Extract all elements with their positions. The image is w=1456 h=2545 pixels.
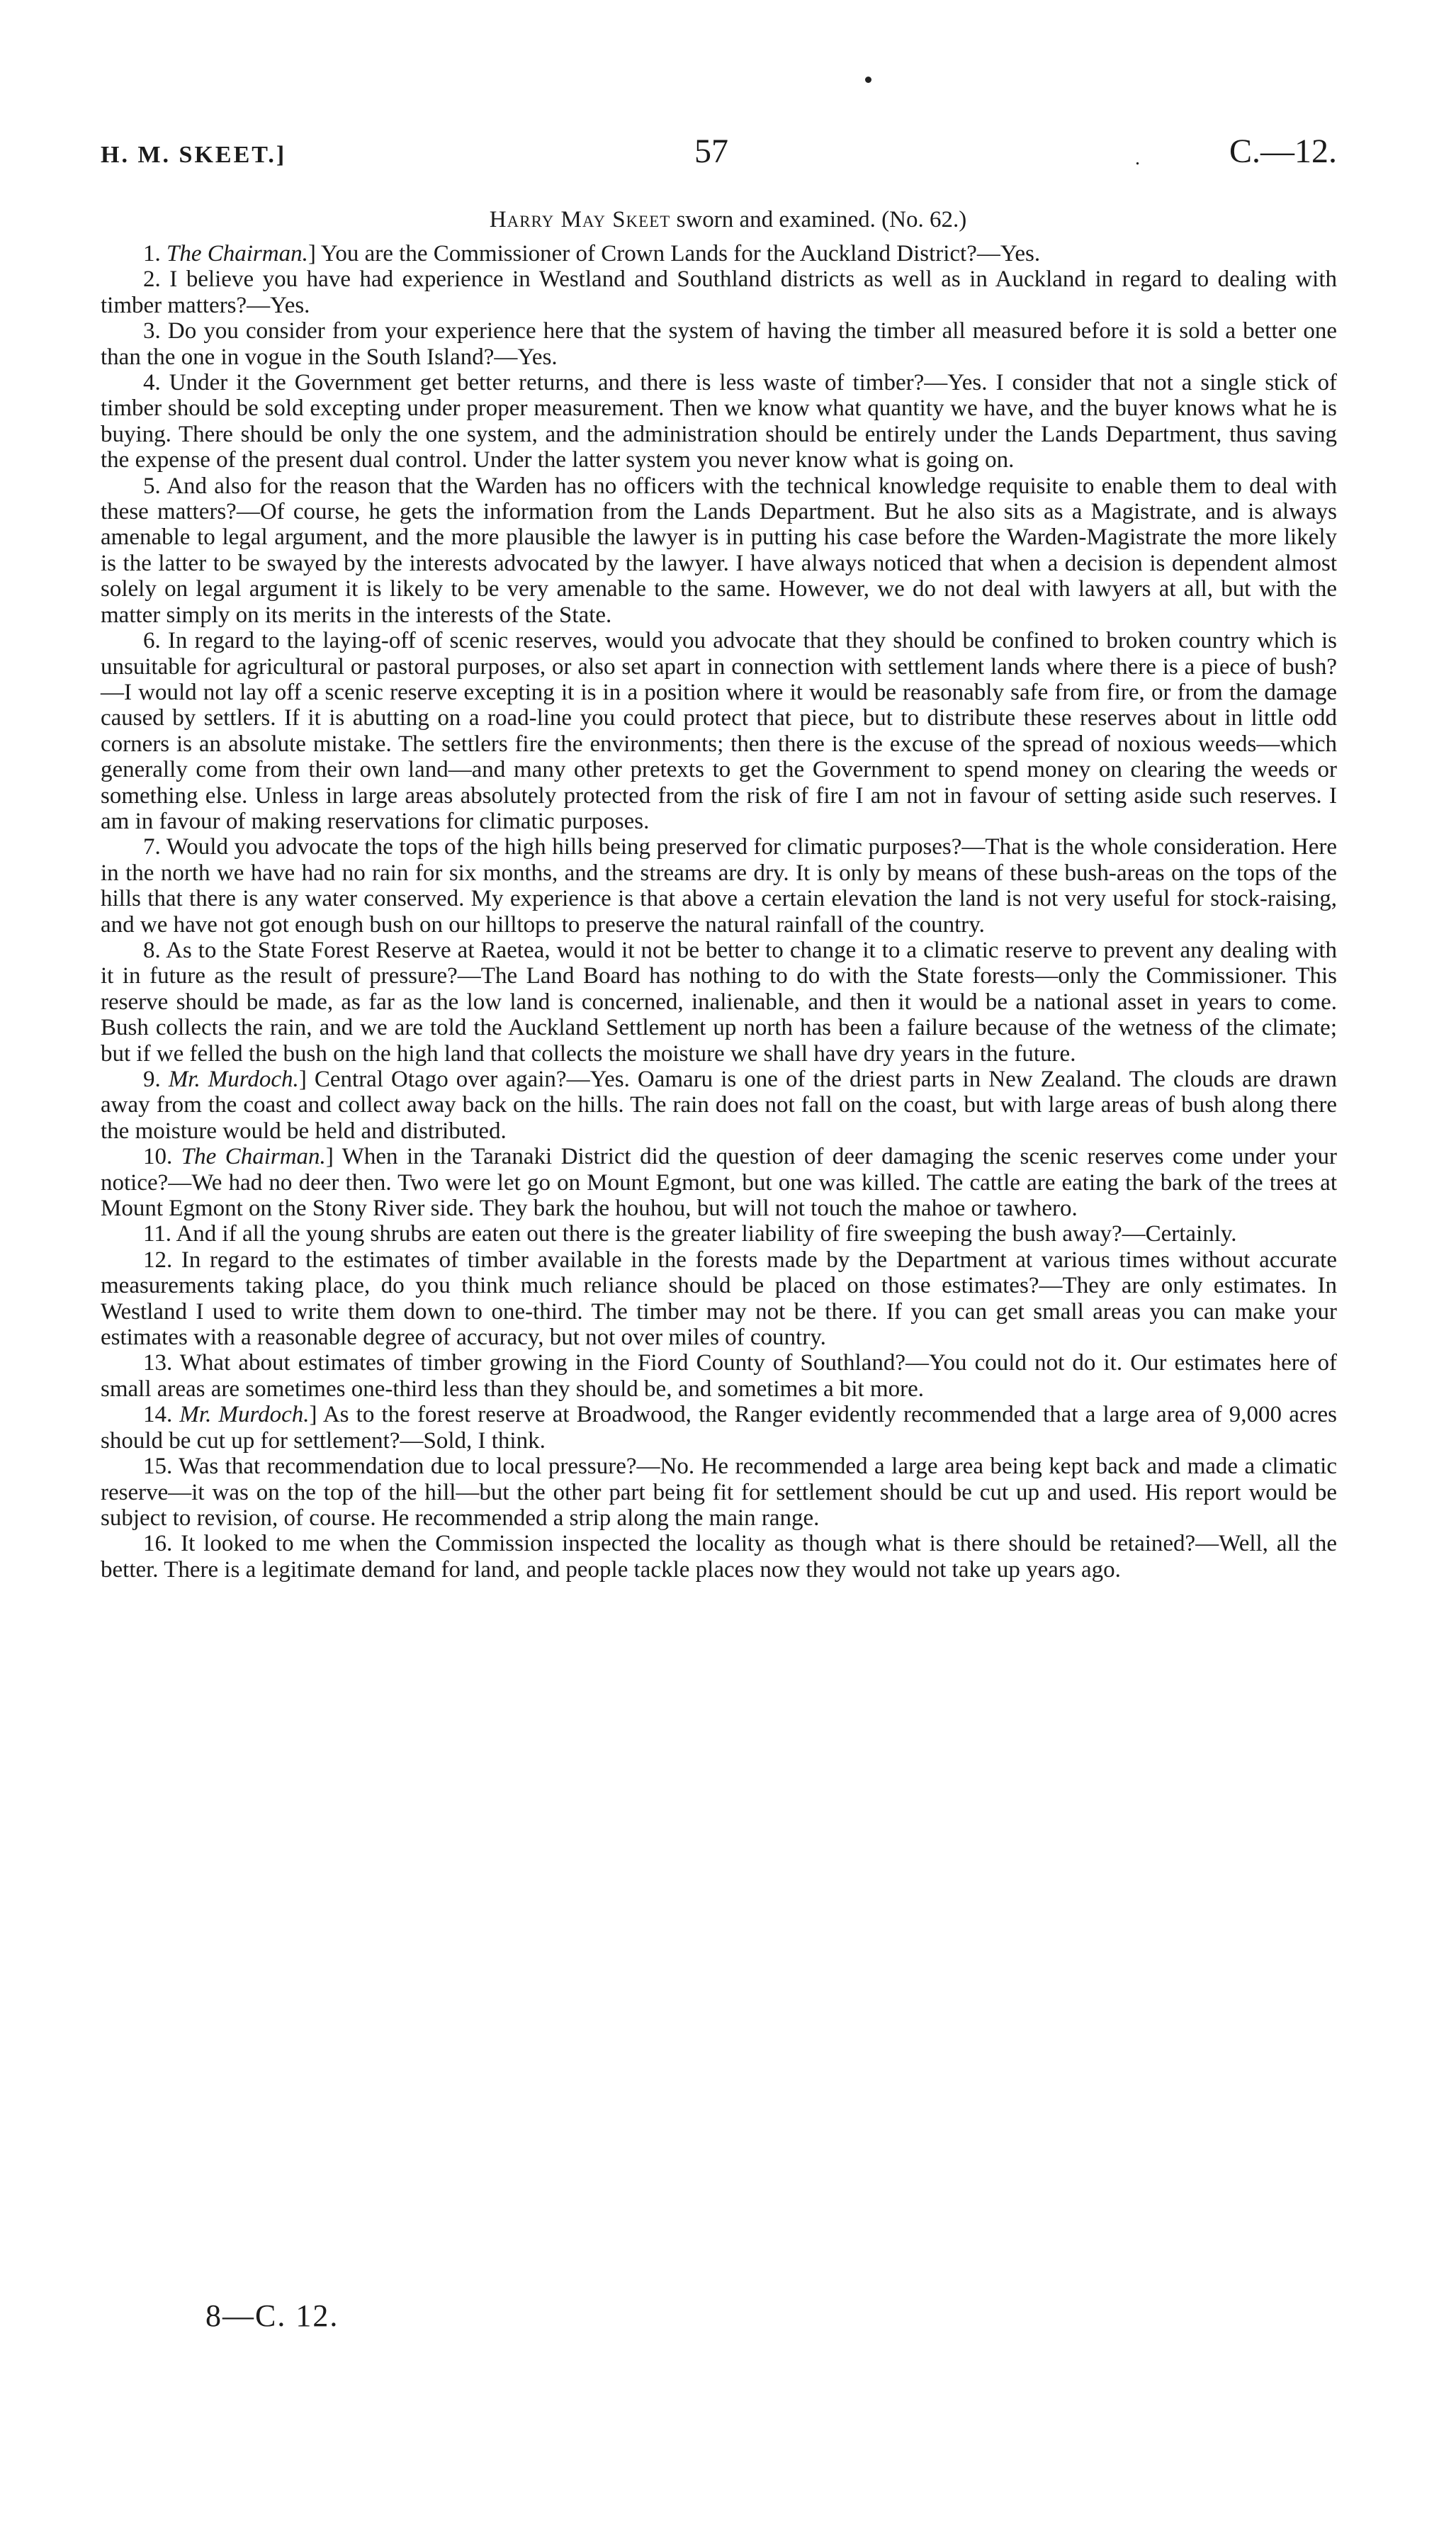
question-number: 12. (143, 1247, 173, 1273)
paper-reference: C.—12. (1229, 133, 1337, 170)
question-number: 6. (143, 628, 161, 654)
testimony-body (101, 241, 1337, 1583)
question-text: ] When in the Taranaki District did the question of deer damaging the scenic reserves come under your notice?—We had no deer then. Two were let go on Mount Egmont, but one was killed. The cattle are eating the bark of the trees at Mount Egmont on the Stony River side. They bark the houhou, but will not touch the mahoe or tawhero. (101, 1144, 1338, 1222)
question-text: In regard to the estimates of timber available in the forests made by the Department at various times without accurate measurements taking place, do you think much reliance should be placed on those estimates?—They are only estimates. In Westland I used to write them down to one-third. The timber may not be there. If you can get small areas you can make your estimates with a reasonable degree of accuracy, but not over miles of country. (101, 1247, 1337, 1351)
question-text: In regard to the laying-off of scenic reserves, would you advocate that they should be confined to broken country which is unsuitable for agricultural or pastoral purposes, or also set apart in connection with settlement lands where there is a piece of bush?—I would not lay off a scenic reserve excepting it is in a position where it would be reasonably safe from fire, or from the damage caused by settlers. If it is abutting on a road-line you could protect that piece, but to distribute these reserves about in little odd corners is an absolute mistake. The settlers fire the environments; then there is the excuse of the spread of noxious weeds—which generally come from their own land—and many other pretexts to get the Government to spend money on clearing the weeds or something else. Unless in large areas absolutely protected from the risk of fire I am not in favour of setting aside such reserves. I am in favour of making reservations for climatic purposes. (101, 628, 1338, 834)
question-number: 13. (143, 1350, 173, 1376)
question-text: Was that recommendation due to local pressure?—No. He recommended a large area being kept back and made a climatic reserve—it was on the top of the hill—but the other part being fit for settlement should be cut up and used. His report would be subject to revision, of course. He recommended a strip along the main range. (101, 1454, 1337, 1531)
question-paragraph (101, 1247, 1337, 1351)
speaker-name: The Chairman. (181, 1144, 326, 1170)
speaker-name: Mr. Murdoch. (179, 1402, 310, 1428)
question-text: I believe you have had experience in Westland and Southland districts as well as in Auckland in regard to dealing with timber matters?—Yes. (101, 266, 1337, 318)
question-text: ] As to the forest reserve at Broadwood, the Ranger evidently recommended that a large area of 9,000 acres should be cut up for settlement?—Sold, I think. (101, 1402, 1337, 1454)
ink-speck (865, 77, 871, 83)
question-paragraph (101, 1350, 1337, 1402)
question-number: 1. (143, 241, 161, 266)
question-number: 11. (143, 1221, 172, 1247)
question-number: 10. (143, 1144, 173, 1170)
question-paragraph (101, 1221, 1337, 1247)
question-text: It looked to me when the Commission inspected the locality as though what is there should be retained?—Well, all the better. There is a legitimate demand for land, and people tackle places now they would not take up years ago. (101, 1531, 1338, 1583)
question-text: Do you consider from your experience here that the system of having the timber all measured before it is sold a better one than the one in vogue in the South Island?—Yes. (101, 318, 1338, 370)
question-number: 7. (143, 834, 161, 860)
question-paragraph (101, 938, 1337, 1067)
question-text: Would you advocate the tops of the high hills being preserved for climatic purposes?—That is the whole consideration. Here in the north we have had no rain for six months, and the streams are dry. It is only by means of these bush-areas on the tops of the hills that there is any water conserved. My experience is that above a certain elevation the land is not very useful for stock-raising, and we have not got enough bush on our hilltops to preserve the natural rainfall of the country. (101, 834, 1337, 938)
question-paragraph (101, 1402, 1337, 1454)
question-number: 3. (143, 318, 161, 344)
question-paragraph (101, 628, 1337, 834)
witness-name: Harry May Skeet (489, 207, 671, 232)
question-text: What about estimates of timber growing in the Fiord County of Southland?—You could not do it. Our estimates here of small areas are sometimes one-third less than they should be, and sometimes a bit more. (101, 1350, 1337, 1402)
header-dot: . (1135, 147, 1140, 169)
section-heading (0, 207, 1456, 233)
question-paragraph (101, 1454, 1337, 1531)
question-number: 5. (143, 473, 161, 499)
heading-rest: sworn and examined. (No. 62.) (670, 207, 967, 232)
question-text: And also for the reason that the Warden has no officers with the technical knowledge requisite to enable them to deal with these matters?—Of course, he gets the information from the Lands Department. But he also sits as a Magistrate, and is always amenable to legal argument, and the more plausible the lawyer is in putting his case before the Warden-Magistrate the more likely is the latter to be swayed by the interests advocated by the lawyer. I have always noticed that when a decision is dependent almost solely on legal argument it is likely to be very amenable to the same. However, we do not deal with lawyers at all, but with the matter simply on its merits in the interests of the State. (101, 473, 1337, 628)
question-text: As to the State Forest Reserve at Raetea, would it not be better to change it to a climatic reserve to prevent any dealing with it in future as the result of pressure?—The Land Board has nothing to do with the State forests—only the Commissioner. This reserve should be made, as far as the low land is concerned, inalienable, and then it would be a national asset in years to come. Bush collects the rain, and we are told the Auckland Settlement up north has been a failure because of the wetness of the climate; but if we felled the bush on the high land that collects the moisture we shall have dry years in the future. (101, 937, 1337, 1067)
question-paragraph (101, 370, 1337, 473)
question-text: ] Central Otago over again?—Yes. Oamaru is one of the driest parts in New Zealand. The clouds are drawn away from the coast and collect away back on the hills. The rain does not fall on the coast, but with large areas of bush along there the moisture would be held and distributed. (101, 1067, 1337, 1144)
question-number: 14. (143, 1402, 173, 1428)
question-paragraph (101, 266, 1337, 318)
page-header (101, 132, 1337, 181)
speaker-name: Mr. Murdoch. (168, 1067, 299, 1092)
question-paragraph (101, 834, 1337, 938)
witness-header: H. M. SKEET.] (101, 142, 287, 168)
question-paragraph (101, 1144, 1337, 1221)
page-number: 57 (694, 133, 728, 170)
speaker-name: The Chairman. (167, 241, 308, 266)
question-text: ] You are the Commissioner of Crown Lands for the Auckland District?—Yes. (307, 241, 1041, 266)
question-text: And if all the young shrubs are eaten out there is the greater liability of fire sweeping the bush away?—Certainly. (176, 1221, 1237, 1247)
question-paragraph (101, 1067, 1337, 1144)
signature-mark: 8—C. 12. (205, 2298, 339, 2333)
question-paragraph (101, 473, 1337, 628)
question-number: 4. (143, 370, 161, 396)
question-paragraph (101, 1531, 1337, 1583)
question-paragraph (101, 318, 1337, 370)
question-paragraph (101, 241, 1337, 266)
question-number: 8. (143, 937, 161, 963)
question-number: 16. (143, 1531, 173, 1557)
question-text: Under it the Government get better returns, and there is less waste of timber?—Yes. I consider that not a single stick of timber should be sold excepting under proper measurement. Then we know what quantity we have, and the buyer knows what he is buying. There should be only the one system, and the administration should be entirely under the Lands Department, thus saving the expense of the present dual control. Under the latter system you never know what is going on. (101, 370, 1338, 473)
question-number: 9. (143, 1067, 161, 1092)
question-number: 15. (143, 1454, 173, 1480)
question-number: 2. (143, 266, 161, 293)
